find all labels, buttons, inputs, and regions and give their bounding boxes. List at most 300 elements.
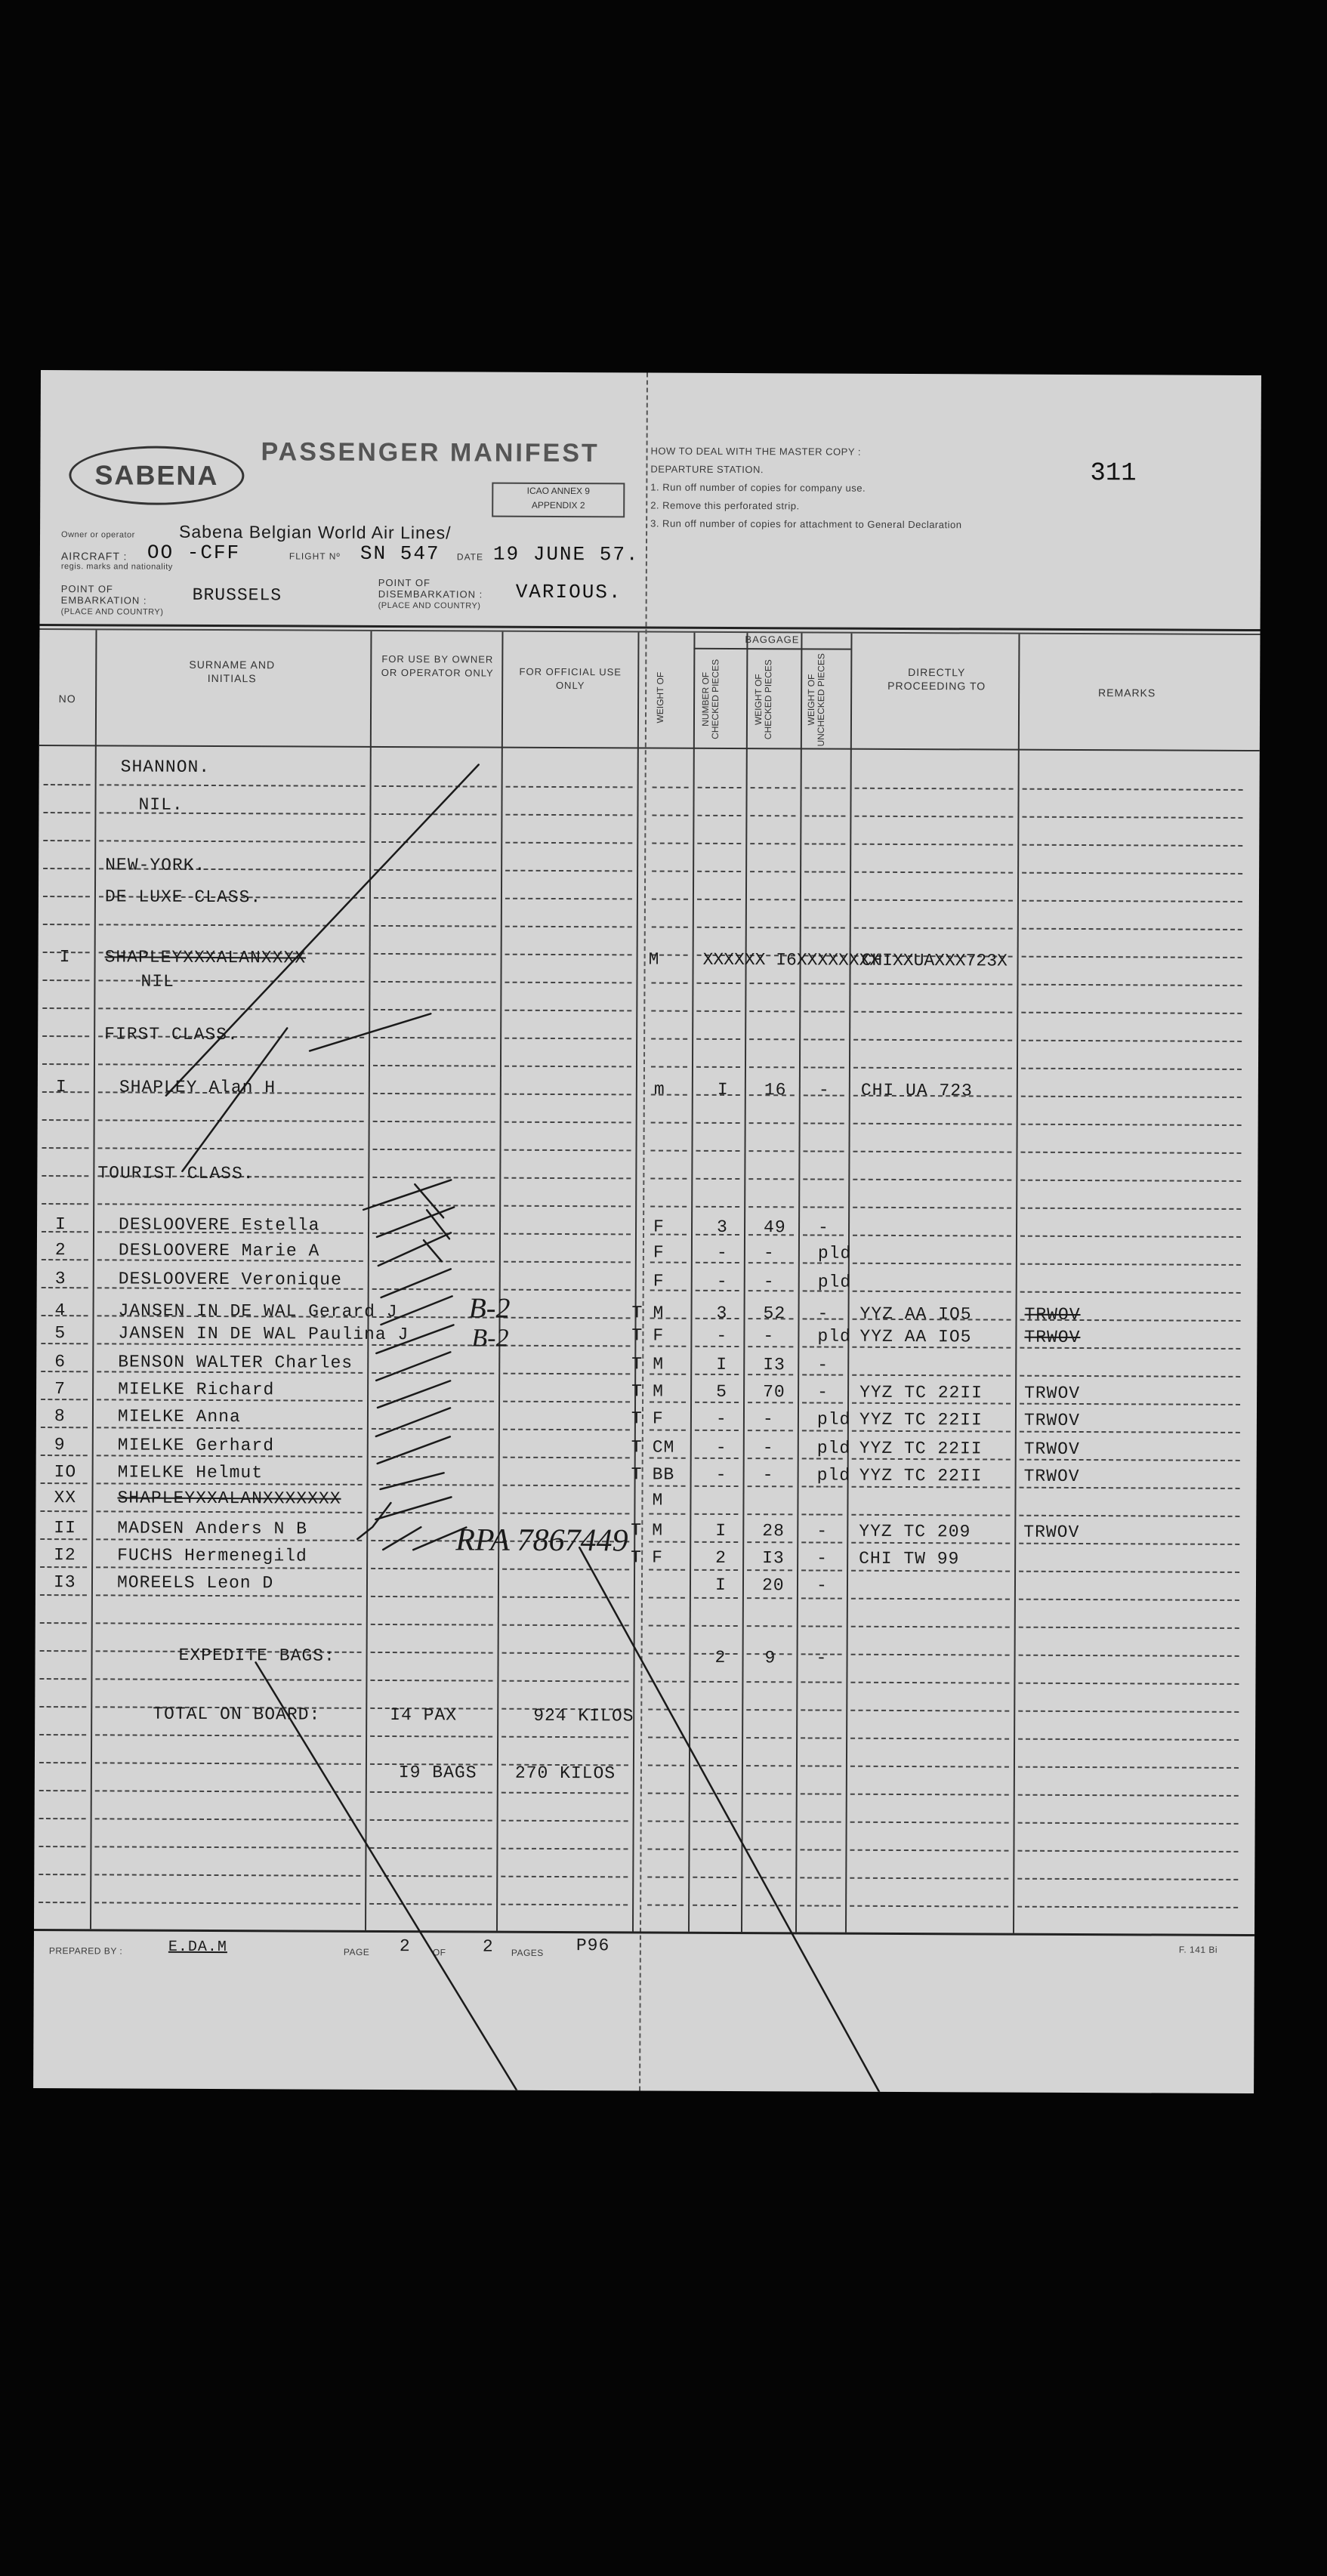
row-rule xyxy=(748,1485,793,1487)
cell-name: BENSON WALTER Charles xyxy=(118,1352,353,1373)
row-rule xyxy=(372,1232,495,1235)
row-rule xyxy=(40,1594,87,1596)
cell-transit: T xyxy=(631,1547,643,1568)
row-rule xyxy=(372,1428,494,1430)
row-rule xyxy=(1017,1906,1238,1908)
row-rule xyxy=(800,1905,841,1906)
row-rule xyxy=(1020,1347,1240,1350)
row-rule xyxy=(505,870,632,872)
cell-sex: F xyxy=(652,1547,664,1568)
row-rule xyxy=(801,1821,841,1822)
row-rule xyxy=(749,1066,795,1068)
row-rule xyxy=(373,1009,495,1011)
cell-destination: YYZ TC 22II xyxy=(859,1382,983,1403)
cell-no: 5 xyxy=(54,1323,66,1344)
cell-unchecked: - xyxy=(816,1548,829,1569)
row-rule xyxy=(372,1400,494,1402)
row-rule xyxy=(648,1765,684,1766)
row-rule xyxy=(41,1399,88,1400)
row-rule xyxy=(746,1681,792,1683)
total-on-board-label: TOTAL ON BOARD: xyxy=(153,1704,321,1725)
cell-name: SHAPLEYXXALANXXXXXXX xyxy=(117,1488,341,1509)
row-rule xyxy=(748,1402,793,1403)
expedite-bags-weight: 9 xyxy=(764,1648,776,1668)
row-rule xyxy=(1021,1096,1242,1098)
row-rule xyxy=(42,1203,88,1205)
cell-unchecked: - xyxy=(818,1080,830,1100)
of-label: OF xyxy=(432,1947,446,1958)
line-shannon: SHANNON. xyxy=(120,757,211,777)
row-rule xyxy=(1022,900,1242,902)
row-rule xyxy=(372,1260,495,1263)
col-header-nbr-checked: NUMBER OF CHECKED PIECES xyxy=(699,659,721,739)
row-rule xyxy=(801,1793,841,1794)
cell-remarks: TRWOV xyxy=(1023,1522,1080,1543)
row-rule xyxy=(751,787,796,788)
row-rule xyxy=(1020,1459,1240,1461)
cell-transit: T xyxy=(631,1408,643,1429)
cell-name: SHAPLEY Alan H xyxy=(119,1077,276,1098)
row-rule xyxy=(696,1010,740,1012)
operator-label: Owner or operator xyxy=(61,530,135,540)
row-rule xyxy=(502,1569,629,1571)
row-rule xyxy=(850,1794,1009,1796)
cell-no: XX xyxy=(54,1488,77,1508)
row-rule xyxy=(652,899,688,900)
page-stamp-number: 311 xyxy=(1090,459,1137,489)
cell-transit: T xyxy=(631,1303,643,1323)
cell-name: MIELKE Gerhard xyxy=(117,1435,275,1456)
row-rule xyxy=(374,869,496,872)
row-rule xyxy=(42,979,89,981)
row-rule xyxy=(505,926,632,928)
document-code: P96 xyxy=(576,1936,610,1956)
row-rule xyxy=(693,1681,737,1683)
row-rule xyxy=(1022,844,1242,847)
row-rule xyxy=(805,787,846,788)
row-rule xyxy=(750,815,795,816)
row-rule xyxy=(43,812,90,813)
row-rule xyxy=(749,1010,795,1012)
row-rule xyxy=(693,1821,737,1822)
row-rule xyxy=(748,1430,793,1431)
logo-text: SABENA xyxy=(94,459,219,492)
row-rule xyxy=(850,1822,1009,1824)
row-rule xyxy=(694,1597,738,1599)
row-rule xyxy=(1020,1403,1240,1405)
cell-remarks: TRWOV xyxy=(1024,1327,1081,1348)
col-header-proceeding: DIRECTLY PROCEEDING TO xyxy=(887,666,986,693)
cell-weight: - xyxy=(762,1409,774,1430)
cell-unchecked: pld xyxy=(817,1272,852,1292)
cell-transit: T xyxy=(631,1437,643,1458)
row-rule xyxy=(1021,1068,1242,1070)
row-rule xyxy=(41,1455,88,1456)
row-rule xyxy=(1020,1263,1241,1266)
row-rule xyxy=(502,1513,629,1515)
row-rule xyxy=(696,1178,739,1180)
cell-name: DESLOOVERE Marie A xyxy=(118,1240,320,1261)
row-rule xyxy=(746,1765,792,1766)
row-rule xyxy=(693,1709,737,1711)
cell-no: I xyxy=(55,1077,67,1097)
prepared-by-label: PREPARED BY : xyxy=(48,1945,123,1957)
row-rule xyxy=(748,1178,794,1180)
row-rule xyxy=(651,1038,687,1040)
row-rule xyxy=(649,1513,685,1515)
col-header-weight-checked: WEIGHT OF CHECKED PIECES xyxy=(752,659,774,740)
row-rule xyxy=(1022,816,1242,819)
row-rule xyxy=(804,983,844,984)
row-rule xyxy=(694,1541,738,1543)
row-rule xyxy=(1018,1683,1239,1685)
row-rule xyxy=(748,1346,793,1347)
row-rule xyxy=(802,1346,843,1347)
operator-value: Sabena Belgian World Air Lines/ xyxy=(179,521,452,543)
cell-sex: F xyxy=(653,1325,665,1346)
row-rule xyxy=(854,844,1013,846)
row-rule xyxy=(853,1011,1012,1013)
cell-destination: YYZ TC 22II xyxy=(859,1465,983,1486)
row-rule xyxy=(369,1903,492,1905)
row-rule xyxy=(504,1177,631,1180)
row-rule xyxy=(801,1681,841,1683)
col-header-weight: WEIGHT OF xyxy=(654,671,666,723)
date-label: DATE xyxy=(456,551,484,563)
row-rule xyxy=(96,1622,362,1625)
cell-no: I3 xyxy=(53,1572,76,1593)
row-rule xyxy=(853,1235,1011,1237)
row-rule xyxy=(803,1150,844,1152)
cell-no: 3 xyxy=(54,1269,66,1289)
cell-pieces: I xyxy=(716,1354,728,1374)
row-rule xyxy=(804,927,845,928)
row-rule xyxy=(39,1678,86,1680)
row-rule xyxy=(853,1207,1011,1209)
cell-unchecked: pld xyxy=(816,1438,851,1458)
cell-remarks: TRWOV xyxy=(1024,1304,1081,1325)
row-rule xyxy=(1020,1375,1240,1377)
row-rule xyxy=(650,1458,686,1459)
row-rule xyxy=(370,1819,492,1822)
row-rule xyxy=(652,871,688,872)
row-rule xyxy=(804,1038,844,1040)
cell-weight: 20 xyxy=(761,1575,785,1596)
row-rule xyxy=(503,1485,630,1487)
row-rule xyxy=(94,1902,360,1905)
cell-no: 2 xyxy=(54,1240,66,1260)
total-pax: I4 PAX xyxy=(390,1705,458,1726)
row-rule xyxy=(748,1150,794,1152)
cell-pieces: 3 xyxy=(716,1303,728,1323)
row-rule xyxy=(1022,872,1242,875)
row-rule xyxy=(652,927,688,928)
cell-sex: M xyxy=(653,1303,665,1323)
row-rule xyxy=(697,843,741,844)
row-rule xyxy=(374,953,496,955)
row-rule xyxy=(42,1147,89,1149)
row-rule xyxy=(504,1233,631,1236)
cell-no: 7 xyxy=(54,1379,66,1399)
cell-weight: I3 xyxy=(763,1355,785,1375)
row-rule xyxy=(800,1877,841,1878)
row-rule xyxy=(501,1904,628,1906)
expedite-bags-unchecked: - xyxy=(816,1648,828,1668)
cell-name: MADSEN Anders N B xyxy=(117,1518,308,1539)
row-rule xyxy=(97,1427,363,1430)
cell-pieces: - xyxy=(716,1271,728,1291)
deluxe-struck-dest: CHIXXUAXXX723X xyxy=(861,950,1008,971)
cell-pieces: 3 xyxy=(716,1217,728,1237)
cell-sex: m xyxy=(653,1079,665,1100)
form-code: F. 141 Bi xyxy=(1178,1944,1218,1955)
cell-pieces: - xyxy=(715,1464,727,1485)
row-rule xyxy=(505,1121,631,1124)
cell-name: MIELKE Helmut xyxy=(117,1462,264,1483)
instruction-1: 1. Run off number of copies for company use. xyxy=(650,481,866,494)
row-rule xyxy=(648,1681,684,1683)
embarkation-value: BRUSSELS xyxy=(192,585,282,606)
cell-weight: - xyxy=(763,1326,775,1347)
row-rule xyxy=(96,1594,362,1597)
row-rule xyxy=(693,1737,737,1738)
row-rule xyxy=(696,1066,740,1068)
row-rule xyxy=(372,1344,494,1347)
cell-unchecked: - xyxy=(817,1355,829,1375)
cell-no: II xyxy=(54,1518,76,1538)
row-rule xyxy=(1020,1180,1241,1182)
row-rule xyxy=(650,1346,686,1347)
row-rule xyxy=(372,1205,495,1207)
row-rule xyxy=(506,786,633,788)
row-rule xyxy=(98,1147,364,1150)
row-rule xyxy=(647,1877,684,1878)
row-rule xyxy=(1018,1738,1239,1741)
row-rule xyxy=(695,1402,739,1403)
row-rule xyxy=(696,983,740,984)
instructions-title-2: DEPARTURE STATION. xyxy=(650,463,764,476)
row-rule xyxy=(651,1066,687,1068)
disembarkation-label: POINT OF DISEMBARKATION : xyxy=(378,576,483,600)
row-rule xyxy=(505,1066,631,1068)
cell-name: JANSEN IN DE WAL Gerard J xyxy=(118,1300,398,1322)
cell-sex: M xyxy=(652,1520,664,1541)
row-rule xyxy=(95,1678,361,1681)
row-rule xyxy=(505,842,632,844)
row-rule xyxy=(505,1094,631,1096)
row-rule xyxy=(371,1652,493,1654)
row-rule xyxy=(1021,1040,1242,1042)
row-rule xyxy=(802,1402,843,1403)
row-rule xyxy=(748,1458,793,1459)
cell-name: JANSEN IN DE WAL Paulina J xyxy=(118,1323,409,1345)
cell-destination: YYZ AA IO5 xyxy=(859,1326,972,1347)
row-rule xyxy=(804,1122,844,1124)
row-rule xyxy=(504,1205,631,1208)
row-rule xyxy=(801,1765,841,1766)
line-nil: NIL. xyxy=(138,794,184,815)
row-rule xyxy=(1018,1711,1239,1713)
row-rule xyxy=(505,1038,631,1040)
row-rule xyxy=(503,1345,630,1347)
row-rule xyxy=(648,1793,684,1794)
row-rule xyxy=(43,896,90,897)
row-rule xyxy=(851,1542,1010,1544)
row-rule xyxy=(854,872,1013,874)
embarkation-sub-label: (PLACE AND COUNTRY) xyxy=(60,607,164,617)
row-rule xyxy=(749,1122,795,1124)
row-rule xyxy=(801,1709,841,1711)
row-rule xyxy=(1019,1655,1239,1657)
cell-remarks: TRWOV xyxy=(1023,1410,1081,1431)
row-rule xyxy=(1020,1236,1241,1238)
row-rule xyxy=(804,1010,844,1012)
row-rule xyxy=(96,1566,362,1569)
row-rule xyxy=(501,1680,628,1683)
row-rule xyxy=(804,1066,844,1068)
row-rule xyxy=(803,1206,844,1208)
row-rule xyxy=(802,1485,843,1487)
row-rule xyxy=(650,1178,687,1180)
row-rule xyxy=(504,1289,631,1291)
row-rule xyxy=(695,1485,739,1487)
row-rule xyxy=(374,897,496,899)
cell-sex: F xyxy=(653,1217,665,1237)
row-rule xyxy=(853,1263,1011,1265)
row-rule xyxy=(95,1790,361,1793)
row-rule xyxy=(39,1846,85,1847)
row-rule xyxy=(852,1374,1011,1377)
row-rule xyxy=(801,1737,841,1738)
cell-pieces: I xyxy=(714,1575,727,1595)
cell-pieces: 2 xyxy=(715,1547,727,1568)
cell-name: DESLOOVERE Estella xyxy=(119,1214,320,1236)
row-rule xyxy=(371,1596,493,1598)
row-rule xyxy=(747,1597,792,1599)
cell-unchecked: pld xyxy=(817,1326,851,1347)
row-rule xyxy=(750,899,795,900)
col-header-remarks: REMARKS xyxy=(1097,686,1156,699)
cell-sex: M xyxy=(653,1354,665,1374)
row-rule xyxy=(370,1791,492,1794)
row-rule xyxy=(371,1540,493,1542)
row-rule xyxy=(505,814,632,816)
row-rule xyxy=(696,1038,740,1040)
row-rule xyxy=(802,1430,843,1431)
row-rule xyxy=(372,1288,495,1291)
row-rule xyxy=(98,1119,364,1122)
row-rule xyxy=(696,1206,739,1208)
cell-pieces: I xyxy=(717,1079,729,1100)
row-rule xyxy=(852,1430,1011,1433)
row-rule xyxy=(745,1905,791,1906)
deluxe-struck-bags: XXXXXX I6XXXXXXXX xyxy=(702,949,881,970)
row-rule xyxy=(373,1037,495,1039)
row-rule xyxy=(373,1093,495,1095)
cell-remarks: TRWOV xyxy=(1024,1383,1081,1404)
cell-transit: T xyxy=(631,1464,643,1485)
row-rule xyxy=(650,1485,686,1487)
col-header-owner-use: FOR USE BY OWNER OR OPERATOR ONLY xyxy=(381,652,494,679)
row-rule xyxy=(95,1734,361,1737)
row-rule xyxy=(374,841,496,844)
row-rule xyxy=(853,1179,1011,1181)
row-rule xyxy=(649,1653,685,1655)
cell-unchecked: - xyxy=(816,1521,829,1541)
row-rule xyxy=(502,1624,629,1627)
row-rule xyxy=(1020,1208,1241,1210)
row-rule xyxy=(1017,1878,1238,1880)
expedite-bags-label: EXPEDITE BAGS: xyxy=(178,1645,335,1666)
row-rule xyxy=(373,981,495,983)
row-rule xyxy=(43,840,90,841)
row-rule xyxy=(1020,1431,1240,1433)
row-rule xyxy=(1021,984,1242,986)
row-rule xyxy=(694,1625,738,1627)
row-rule xyxy=(747,1541,792,1543)
cell-weight: - xyxy=(762,1465,774,1485)
col-header-weight-unchecked: WEIGHT OF UNCHECKED PIECES xyxy=(805,652,827,747)
cell-name: MOREELS Leon D xyxy=(116,1572,274,1593)
row-rule xyxy=(750,871,795,872)
row-rule xyxy=(648,1709,684,1711)
row-rule xyxy=(39,1762,86,1763)
row-rule xyxy=(39,1706,86,1708)
row-rule xyxy=(501,1792,628,1794)
row-rule xyxy=(801,1513,842,1515)
cell-pieces: I xyxy=(715,1520,727,1541)
row-rule xyxy=(694,1513,738,1515)
row-rule xyxy=(850,1682,1009,1684)
row-rule xyxy=(1022,956,1242,958)
row-rule xyxy=(43,868,90,869)
row-rule xyxy=(94,1874,360,1877)
row-rule xyxy=(650,1150,687,1152)
flight-no-value: SN 547 xyxy=(360,541,440,566)
cell-no: 9 xyxy=(54,1435,66,1455)
row-rule xyxy=(850,1710,1009,1712)
row-rule xyxy=(649,1625,685,1627)
row-rule xyxy=(39,1734,86,1735)
row-rule xyxy=(1018,1794,1239,1797)
row-rule xyxy=(98,1063,364,1066)
row-rule xyxy=(40,1538,87,1540)
row-rule xyxy=(652,843,688,844)
annex-line-1: ICAO ANNEX 9 xyxy=(526,485,591,497)
row-rule xyxy=(371,1568,493,1570)
cell-pieces: - xyxy=(716,1242,728,1263)
handwritten-b2-a: B-2 xyxy=(468,1292,511,1325)
row-rule xyxy=(43,924,90,925)
row-rule xyxy=(44,784,91,785)
row-rule xyxy=(42,1175,88,1177)
cell-destination: YYZ TC 22II xyxy=(859,1409,983,1430)
row-rule xyxy=(502,1541,629,1543)
total-kilos: 924 KILOS xyxy=(533,1705,634,1726)
manifest-sheet xyxy=(33,370,1261,2093)
row-rule xyxy=(505,982,631,984)
row-rule xyxy=(1019,1543,1239,1545)
cell-name: MIELKE Anna xyxy=(117,1406,241,1427)
cell-remarks: TRWOV xyxy=(1023,1439,1080,1460)
row-rule xyxy=(746,1737,792,1738)
total-bags: I9 BAGS xyxy=(398,1763,477,1783)
row-rule xyxy=(1019,1515,1239,1517)
cell-weight: 16 xyxy=(764,1080,787,1100)
cell-unchecked: - xyxy=(817,1303,829,1324)
disembarkation-sub-label: (PLACE AND COUNTRY) xyxy=(378,600,481,611)
row-rule xyxy=(1020,1291,1241,1294)
